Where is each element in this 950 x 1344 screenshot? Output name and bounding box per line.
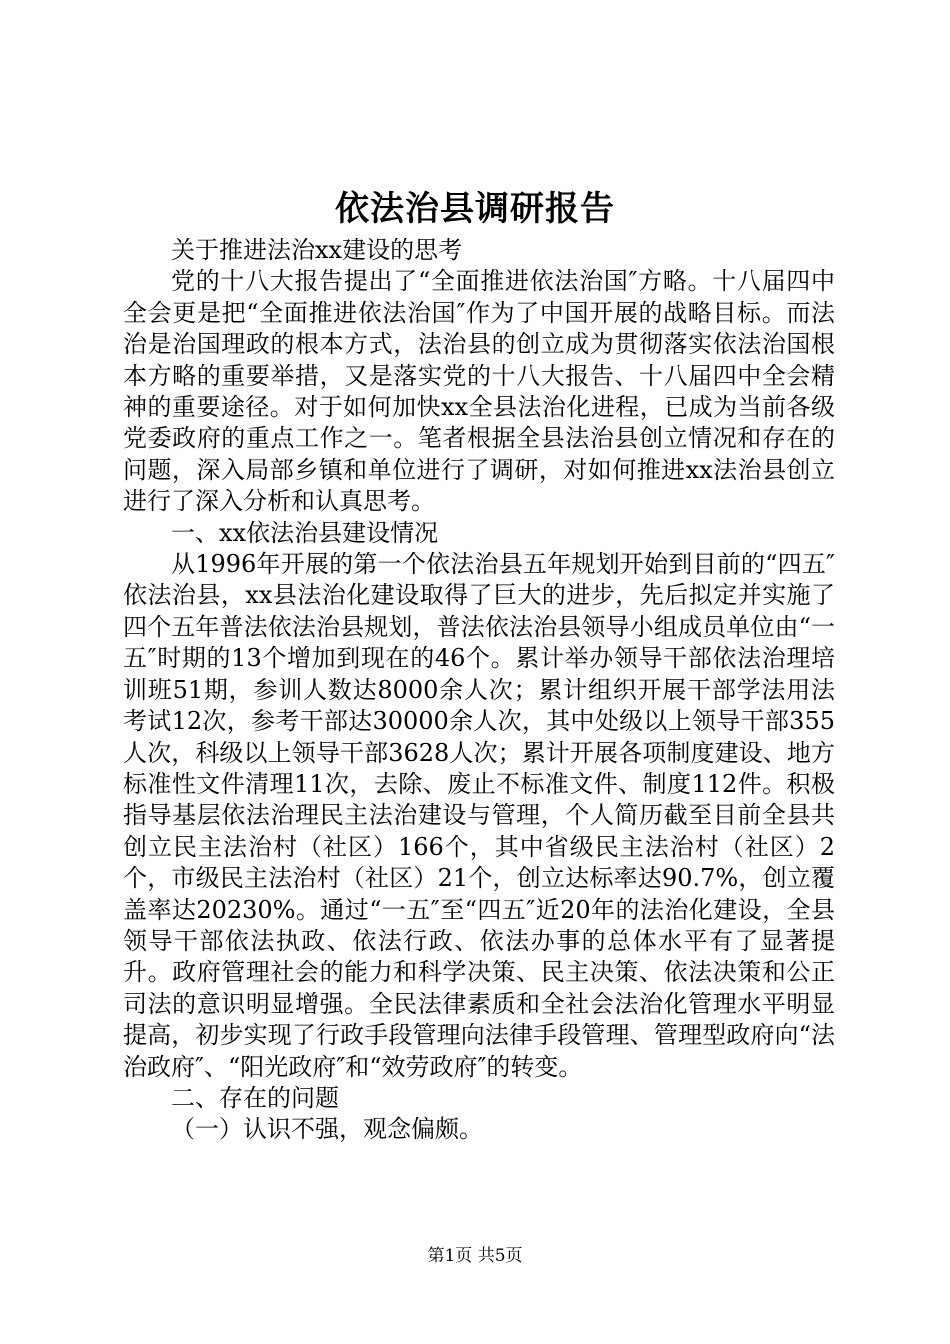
page-number-footer: 第1页 共5页: [427, 1246, 523, 1266]
document-body: [123, 235, 835, 1146]
section-heading-1: 一、xx依法治县建设情况: [171, 518, 439, 547]
subtitle-paragraph: 关于推进法治xx建设的思考: [171, 236, 463, 264]
document-title: 依法治县调研报告: [335, 189, 615, 229]
intro-paragraph: 党的十八大报告提出了“全面推进依法治国″方略。十八届四中全会更是把“全面推进依法治国″作为了中国开展的战略目标。而法治是治国理政的根本方式，法治县的创立成为贯彻落实依法治国根本方略的重要举措，又是落实党的十八大报告、十八届四中全会精神的重要途径。对于如何加快xx全县法治化进程，已成为当前各级党委政府的重点工作之一。笔者根据全县法治县创立情况和存在的问题，深入局部乡镇和单位进行了调研，对如何推进xx法治县创立进行了深入分析和认真思考。: [123, 267, 835, 516]
section-heading-2: 二、存在的问题: [171, 1083, 339, 1112]
section-1-paragraph: 从1996年开展的第一个依法治县五年规划开始到目前的“四五″依法治县，xx县法治化建设取得了巨大的进步，先后拟定并实施了四个五年普法依法治县规划，普法依法治县领导小组成员单位由“一五″时期的13个增加到现在的46个。累计举办领导干部依法治理培训班51期，参训人数达8000余人次；累计组织开展干部学法用法考试12次，参考干部达30000余人次，其中处级以上领导干部355人次，科级以上领导干部3628人次；累计开展各项制度建设、地方标准性文件清理11次，去除、废止不标准文件、制度112件。积极指导基层依法治理民主法治建设与管理，个人简历截至目前全县共创立民主法治村（社区）166个，其中省级民主法治村（社区）2个，市级民主法治村（社区）21个，创立达标率达90.7%，创立覆盖率达20230%。通过“一五″至“四五″近20年的法治化建设，全县领导干部依法执政、依法行政、依法办事的总体水平有了显著提升。政府管理社会的能力和科学决策、民主决策、依法决策和公正司法的意识明显增强。全民法律素质和全社会法治化管理水平明显提高，初步实现了行政手段管理向法律手段管理、管理型政府向“法治政府″、“阳光政府″和“效劳政府″的转变。: [123, 550, 835, 1081]
subsection-heading-1: （一）认识不强，观念偏颇。: [171, 1115, 483, 1144]
